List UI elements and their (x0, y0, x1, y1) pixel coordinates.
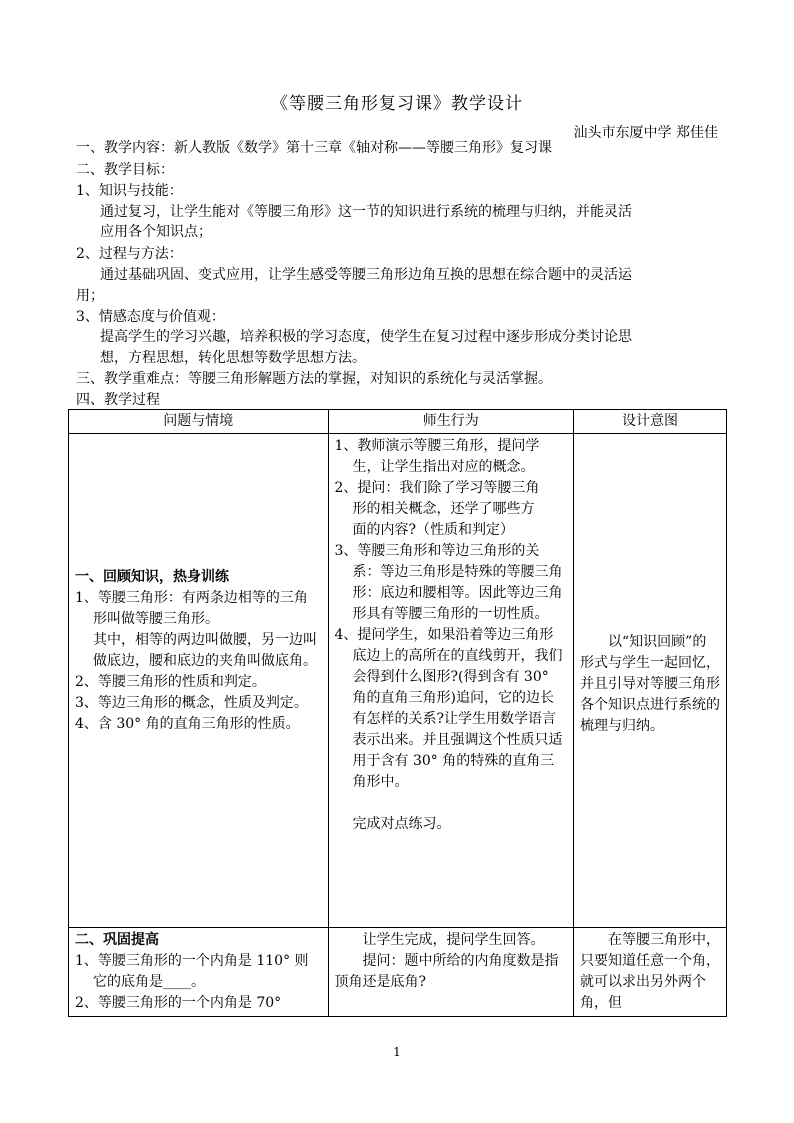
key-points: 三、教学重难点：等腰三角形解题方法的掌握，对知识的系统化与灵活掌握。 (76, 371, 552, 387)
row2-intent-text: 在等腰三角形中，只要知道任意一个角，就可以求出另外两个角，但 (580, 932, 720, 1011)
row1-item3: 3、等边三角形的概念，性质及判定。 (75, 695, 308, 711)
row2-act1: 让学生完成，提问学生回答。 (362, 932, 545, 948)
author-line: 汕头市东厦中学 郑佳佳 (573, 125, 718, 141)
header-intent: 设计意图 (574, 410, 727, 434)
row2-intent (574, 928, 727, 1017)
row1-act4: 4、提问学生，如果沿着等边三角形底边上的高所在的直线剪开，我们会得到什么图形?(得到含有 30° 角的直角三角形)追问，它的边长有怎样的关系?让学生用数学语言表示出来。并且强调这个性质只适用于含有 30° 角的特殊的直角三角形中。 (334, 627, 563, 790)
row1-item1: 1、等腰三角形：有两条边相等的三角形叫做等腰三角形。 (75, 590, 308, 627)
row1-item1-sub: 其中，相等的两边叫做腰，另一边叫做底边，腰和底边的夹角叫做底角。 (93, 632, 317, 669)
goal2-heading: 2、过程与方法： (76, 246, 183, 262)
row1-act1: 1、教师演示等腰三角形，提问学生，让学生指出对应的概念。 (334, 438, 540, 475)
document-title: 《等腰三角形复习课》教学设计 (271, 94, 523, 114)
table-row (69, 434, 727, 928)
goal3-heading: 3、情感态度与价值观： (76, 309, 225, 325)
row1-act3: 3、等腰三角形和等边三角形的关系：等边三角形是特殊的等腰三角形：底边和腰相等。因此等边三角形具有等腰三角形的一切性质。 (334, 543, 563, 622)
teaching-content: 一、教学内容：新人教版《数学》第十三章《轴对称——等腰三角形》复习课 (76, 140, 552, 156)
goal1-heading: 1、知识与技能： (76, 183, 183, 199)
page-number: 1 (393, 1045, 401, 1059)
row1-item4: 4、含 30° 角的直角三角形的性质。 (75, 716, 300, 732)
row1-situation (69, 434, 329, 928)
row2-act2: 提问：题中所给的内角度数是指顶角还是底角? (334, 953, 559, 990)
row2-actions (328, 928, 574, 1017)
header-situation: 问题与情境 (69, 410, 329, 434)
goal3-text-a: 提高学生的学习兴趣，培养积极的学习态度，使学生在复习过程中逐步形成分类讨论思 (100, 329, 632, 345)
row1-act2b: 形的相关概念，还学了哪些方 (352, 501, 535, 517)
goal1-text-a: 通过复习，让学生能对《等腰三角形》这一节的知识进行系统的梳理与归纳，并能灵活 (100, 204, 632, 220)
goal2-text-a: 通过基础巩固、变式应用，让学生感受等腰三角形边角互换的思想在综合题中的灵活运 (100, 267, 632, 283)
row1-item2: 2、等腰三角形的性质和判定。 (75, 674, 266, 690)
goal3-text-b: 想，方程思想，转化思想等数学思想方法。 (100, 350, 366, 366)
row1-actions (328, 434, 574, 928)
row2-item1: 1、等腰三角形的一个内角是 110° 则它的底角是____。 (75, 953, 309, 990)
row2-heading: 二、巩固提高 (75, 932, 159, 948)
header-actions: 师生行为 (328, 410, 574, 434)
row1-act2a: 2、提问：我们除了学习等腰三角 (334, 480, 540, 496)
row1-act2c: 面的内容?（性质和判定） (352, 522, 515, 538)
row1-heading: 一、回顾知识，热身训练 (75, 569, 229, 585)
table-header-row (69, 410, 727, 434)
goals-heading: 二、教学目标： (76, 162, 174, 178)
row1-act5: 完成对点练习。 (352, 816, 451, 832)
row1-intent (574, 434, 727, 928)
process-heading: 四、教学过程 (76, 392, 160, 408)
row2-item2: 2、等腰三角形的一个内角是 70° (75, 995, 282, 1011)
process-table (68, 409, 727, 1017)
table-row (69, 928, 727, 1017)
row1-intent-text: 以“知识回顾”的形式与学生一起回忆，并且引导对等腰三角形各个知识点进行系统的梳理与归纳。 (580, 634, 720, 734)
goal1-text-b: 应用各个知识点； (100, 224, 212, 240)
row2-situation (69, 928, 329, 1017)
goal2-text-b: 用； (76, 288, 104, 304)
